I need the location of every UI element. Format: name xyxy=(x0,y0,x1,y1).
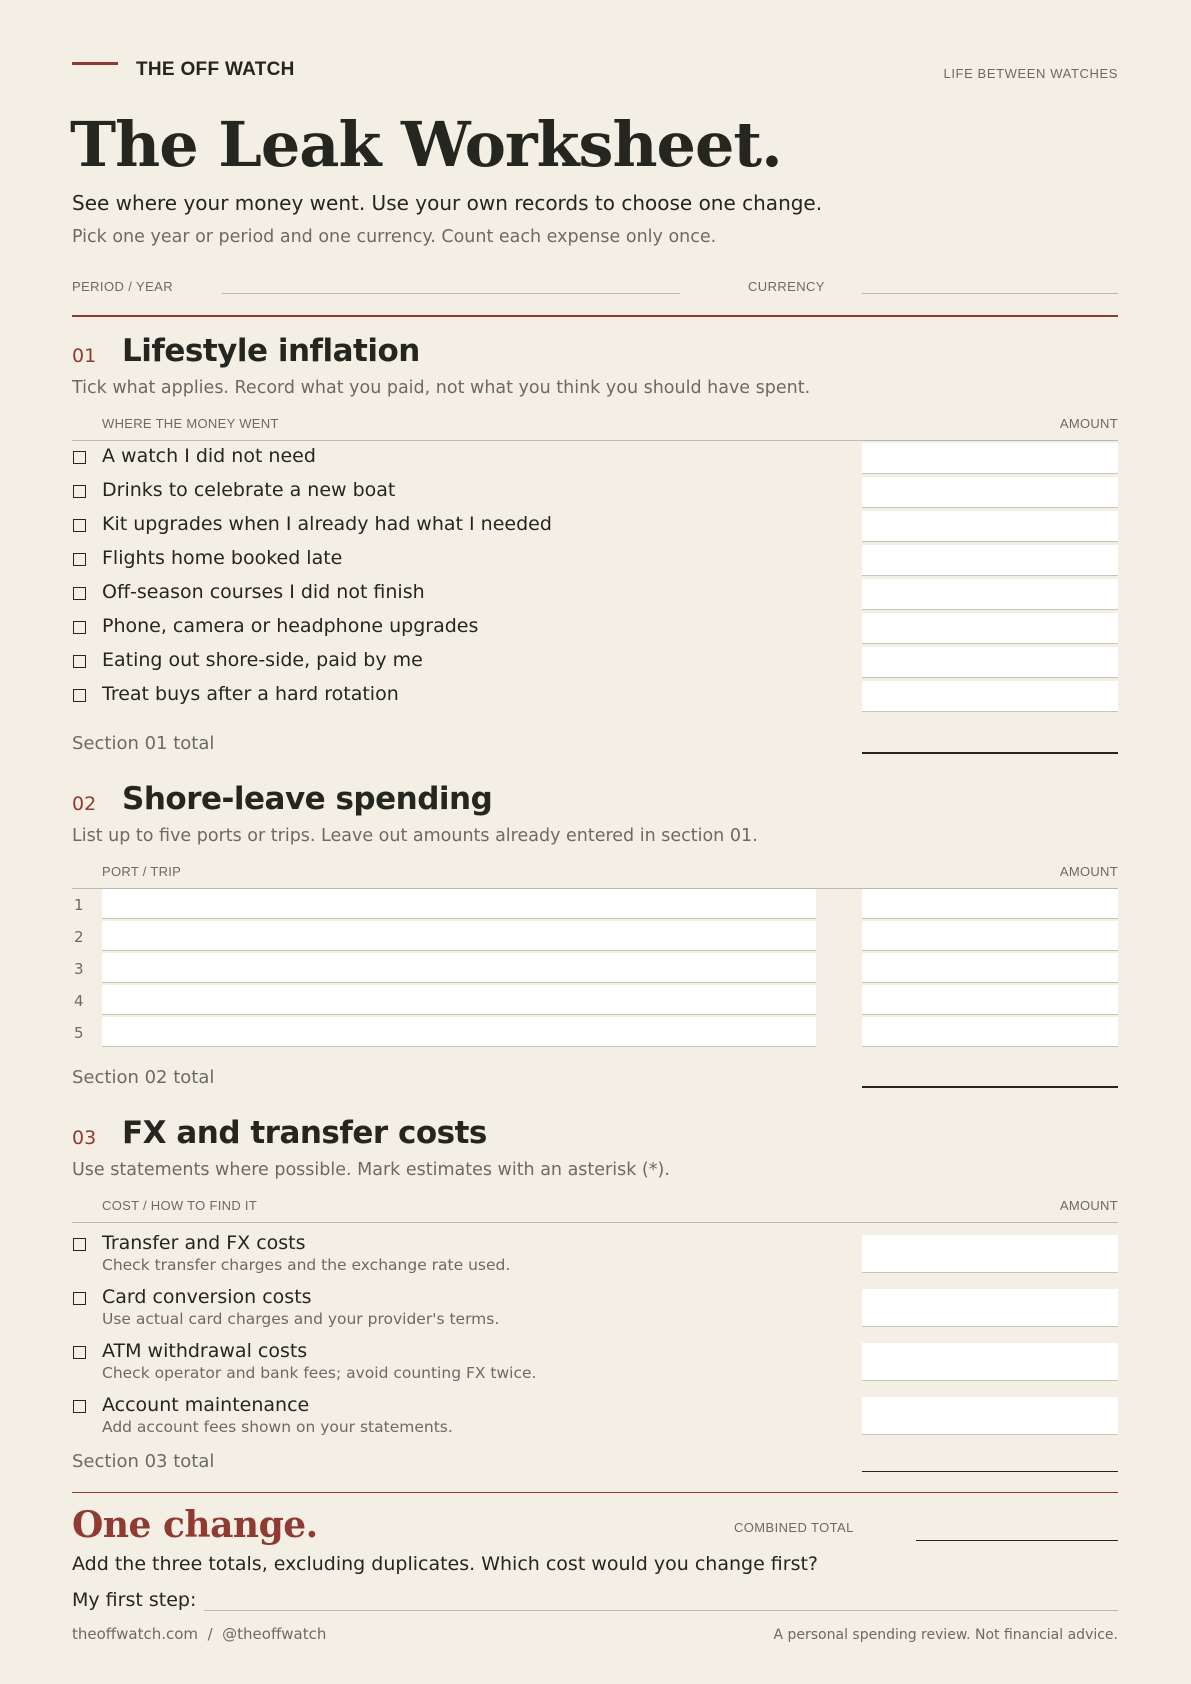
checkbox[interactable] xyxy=(73,1238,86,1251)
section-02-subtitle: List up to five ports or trips. Leave out amounts already entered in section 01. xyxy=(72,826,758,846)
section-03-col-left: COST / HOW TO FIND IT xyxy=(102,1198,258,1213)
footer-disclaimer: A personal spending review. Not financial advice. xyxy=(773,1627,1118,1643)
first-step-label: My first step: xyxy=(72,1589,197,1611)
port-input[interactable] xyxy=(102,985,816,1015)
checkbox[interactable] xyxy=(73,1400,86,1413)
table-row xyxy=(72,921,1118,951)
section-03-subtitle: Use statements where possible. Mark estimates with an asterisk (*). xyxy=(72,1160,670,1180)
item-label: Card conversion costs xyxy=(102,1286,312,1308)
amount-input[interactable] xyxy=(862,1235,1118,1273)
section-03-total-field[interactable] xyxy=(862,1471,1118,1472)
amount-input[interactable] xyxy=(862,477,1118,508)
row-number: 1 xyxy=(74,896,84,914)
amount-input[interactable] xyxy=(862,1289,1118,1327)
amount-input[interactable] xyxy=(862,985,1118,1015)
item-hint: Use actual card charges and your provider's terms. xyxy=(102,1310,500,1328)
section-03-header-line xyxy=(72,1222,1118,1223)
page-subtitle: See where your money went. Use your own records to choose one change. xyxy=(72,191,823,215)
currency-field[interactable] xyxy=(862,293,1118,294)
list-item xyxy=(72,443,1118,475)
amount-input[interactable] xyxy=(862,681,1118,712)
item-label: ATM withdrawal costs xyxy=(102,1340,308,1362)
item-hint: Check transfer charges and the exchange rate used. xyxy=(102,1256,511,1274)
section-01-col-right: AMOUNT xyxy=(1059,416,1118,431)
item-label: A watch I did not need xyxy=(102,445,316,467)
section-01-subtitle: Tick what applies. Record what you paid, not what you think you should have spent. xyxy=(72,378,811,398)
section-02-number: 02 xyxy=(72,793,97,815)
checkbox[interactable] xyxy=(73,451,86,464)
one-change-divider xyxy=(72,1492,1118,1493)
footer-links: theoffwatch.com / @theoffwatch xyxy=(72,1625,327,1643)
table-row xyxy=(72,953,1118,983)
checkbox[interactable] xyxy=(73,621,86,634)
list-item xyxy=(72,1284,1118,1334)
item-label: Flights home booked late xyxy=(102,547,343,569)
item-label: Treat buys after a hard rotation xyxy=(102,683,399,705)
list-item xyxy=(72,613,1118,645)
item-hint: Add account fees shown on your statements. xyxy=(102,1418,453,1436)
amount-input[interactable] xyxy=(862,443,1118,474)
section-01-title: Lifestyle inflation xyxy=(122,333,420,369)
section-02-title: Shore-leave spending xyxy=(122,781,493,817)
amount-input[interactable] xyxy=(862,953,1118,983)
worksheet-page xyxy=(72,0,1118,1684)
checkbox[interactable] xyxy=(73,689,86,702)
checkbox[interactable] xyxy=(73,655,86,668)
list-item xyxy=(72,647,1118,679)
port-input[interactable] xyxy=(102,921,816,951)
checkbox[interactable] xyxy=(73,485,86,498)
section-03-number: 03 xyxy=(72,1127,97,1149)
section-03-col-right: AMOUNT xyxy=(1059,1198,1118,1213)
brand-accent-bar xyxy=(72,62,118,65)
section-01-number: 01 xyxy=(72,345,97,367)
section-01-col-left: WHERE THE MONEY WENT xyxy=(102,416,279,431)
amount-input[interactable] xyxy=(862,1343,1118,1381)
list-item xyxy=(72,1338,1118,1388)
one-change-title: One change. xyxy=(72,1504,318,1546)
amount-input[interactable] xyxy=(862,647,1118,678)
section-01-header-line xyxy=(72,440,1118,441)
checkbox[interactable] xyxy=(73,519,86,532)
list-item xyxy=(72,477,1118,509)
amount-input[interactable] xyxy=(862,921,1118,951)
amount-input[interactable] xyxy=(862,613,1118,644)
page-title: The Leak Worksheet. xyxy=(70,108,782,181)
item-label: Phone, camera or headphone upgrades xyxy=(102,615,479,637)
section-01-total-field[interactable] xyxy=(862,752,1118,754)
page-intro: Pick one year or period and one currency. Count each expense only once. xyxy=(72,227,717,247)
port-input[interactable] xyxy=(102,1017,816,1047)
row-number: 4 xyxy=(74,992,84,1010)
one-change-text: Add the three totals, excluding duplicates. Which cost would you change first? xyxy=(72,1553,819,1575)
table-row xyxy=(72,1017,1118,1047)
section-01-total-label: Section 01 total xyxy=(72,733,215,754)
item-label: Eating out shore-side, paid by me xyxy=(102,649,423,671)
checkbox[interactable] xyxy=(73,587,86,600)
amount-input[interactable] xyxy=(862,889,1118,919)
first-step-field[interactable] xyxy=(204,1610,1118,1611)
amount-input[interactable] xyxy=(862,545,1118,576)
section-02-col-left: PORT / TRIP xyxy=(102,864,182,879)
list-item xyxy=(72,1230,1118,1280)
list-item xyxy=(72,681,1118,713)
period-label: PERIOD / YEAR xyxy=(72,279,174,294)
header-divider xyxy=(72,315,1118,317)
amount-input[interactable] xyxy=(862,511,1118,542)
item-hint: Check operator and bank fees; avoid counting FX twice. xyxy=(102,1364,537,1382)
list-item xyxy=(72,579,1118,611)
checkbox[interactable] xyxy=(73,553,86,566)
period-field[interactable] xyxy=(222,293,680,294)
amount-input[interactable] xyxy=(862,1397,1118,1435)
currency-label: CURRENCY xyxy=(748,279,825,294)
item-label: Transfer and FX costs xyxy=(102,1232,306,1254)
item-label: Kit upgrades when I already had what I needed xyxy=(102,513,552,535)
amount-input[interactable] xyxy=(862,1017,1118,1047)
item-label: Off-season courses I did not finish xyxy=(102,581,425,603)
section-03-total-label: Section 03 total xyxy=(72,1451,215,1472)
row-number: 3 xyxy=(74,960,84,978)
brand-name: THE OFF WATCH xyxy=(136,59,295,80)
section-02-total-label: Section 02 total xyxy=(72,1067,215,1088)
row-number: 5 xyxy=(74,1024,84,1042)
checkbox[interactable] xyxy=(73,1346,86,1359)
list-item xyxy=(72,1392,1118,1442)
checkbox[interactable] xyxy=(73,1292,86,1305)
section-02-total-field[interactable] xyxy=(862,1086,1118,1088)
list-item xyxy=(72,511,1118,543)
table-row xyxy=(72,889,1118,919)
amount-input[interactable] xyxy=(862,579,1118,610)
list-item xyxy=(72,545,1118,577)
row-number: 2 xyxy=(74,928,84,946)
combined-total-label: COMBINED TOTAL xyxy=(734,1520,854,1535)
port-input[interactable] xyxy=(102,953,816,983)
section-02-col-right: AMOUNT xyxy=(1059,864,1118,879)
combined-total-field[interactable] xyxy=(916,1540,1118,1541)
item-label: Drinks to celebrate a new boat xyxy=(102,479,396,501)
port-input[interactable] xyxy=(102,889,816,919)
item-label: Account maintenance xyxy=(102,1394,310,1416)
section-03-title: FX and transfer costs xyxy=(122,1115,487,1151)
table-row xyxy=(72,985,1118,1015)
brand-tagline: LIFE BETWEEN WATCHES xyxy=(943,66,1118,81)
